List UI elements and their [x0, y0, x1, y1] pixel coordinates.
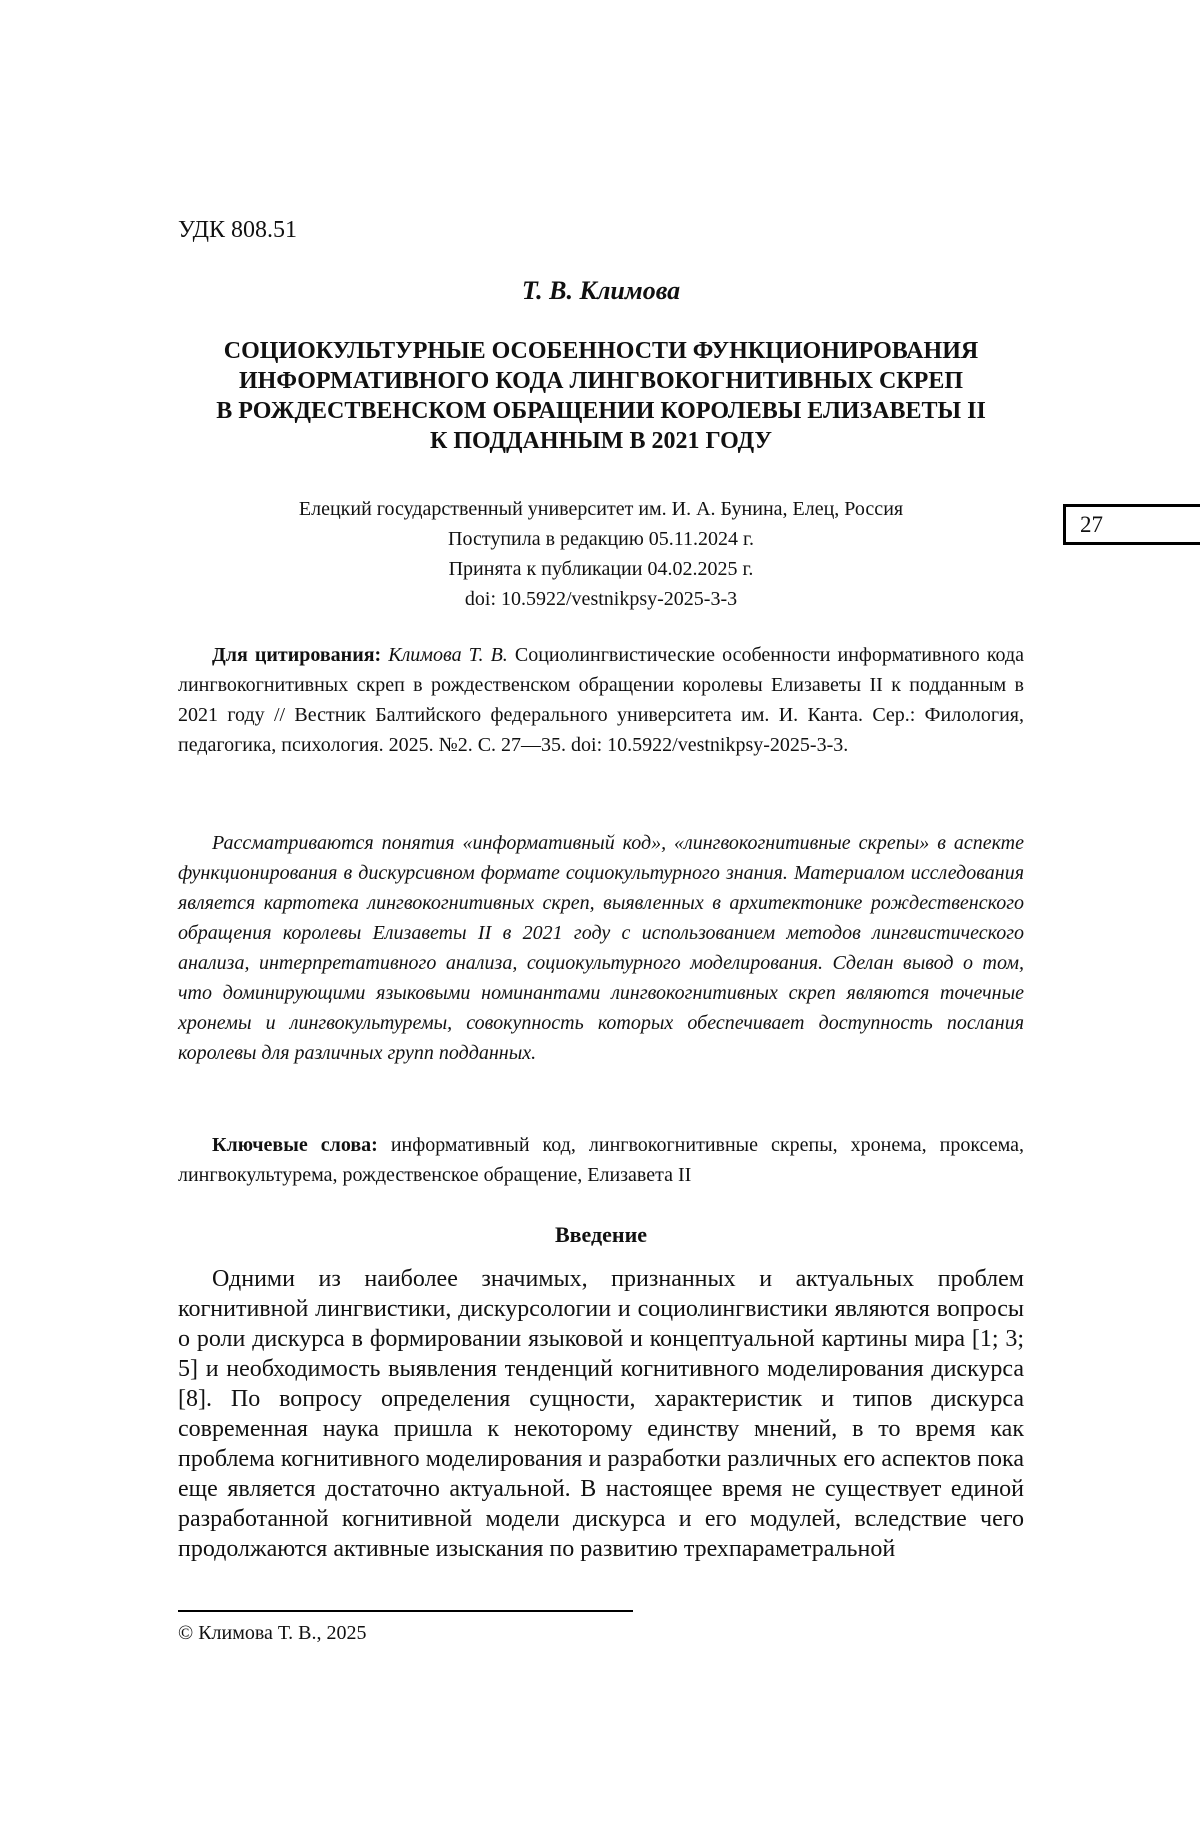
citation-author: Климова Т. В. [388, 644, 508, 666]
body-paragraph: Одними из наиболее значимых, признанных и актуальных проблем когнитивной лингвистики, дискурсологии и социолингвистики являются вопросы о роли дискурса в формировании языковой и концептуальной картины мира [1; 3; 5] и необходимость выявления тенденций когнитивного моделирования дискурса [8]. По вопросу определения сущности, характеристик и типов дискурса современная наука пришла к некоторому единству мнений, в то время как проблема когнитивного моделирования и разработки различных его аспектов пока еще является достаточно актуальной. В настоящее время не существует единой разработанной когнитивной модели дискурса и его модулей, вследствие чего продолжаются активные изыскания по развитию трехпараметральной [178, 1266, 1024, 1562]
received-date: Поступила в редакцию 05.11.2024 г. [448, 528, 754, 550]
doi: doi: 10.5922/vestnikpsy-2025-3-3 [464, 588, 738, 610]
citation-text: Социолингвистические особенности информативного кода лингвокогнитивных скреп в рождественском обращении королевы Елизаветы II к подданным в 2021 году // Вестник Балтийского федерального университета им. И. Канта. Сер.: Филология, педагогика, психология. 2025. №2. С. 27—35. doi: 10.5922/vestnikpsy-2025-3-3. [178, 644, 1024, 756]
title-line: В РОЖДЕСТВЕНСКОМ ОБРАЩЕНИИ КОРОЛЕВЫ ЕЛИЗАВЕТЫ II [216, 398, 986, 424]
copyright-note: © Климова Т. В., 2025 [178, 1622, 367, 1644]
citation-block [178, 640, 1024, 760]
footnote-divider [178, 1610, 633, 1612]
keywords-text: информативный код, лингвокогнитивные скрепы, хронема, проксема, лингвокультурема, рождественское обращение, Елизавета II [178, 1134, 1024, 1186]
section-heading: Введение [554, 1222, 648, 1247]
citation-label: Для цитирования: [212, 644, 382, 666]
article-meta [178, 494, 1024, 614]
author-name: Т. В. Климова [521, 276, 681, 305]
affiliation: Елецкий государственный университет им. И. А. Бунина, Елец, Россия [298, 498, 904, 520]
accepted-date: Принята к публикации 04.02.2025 г. [448, 558, 754, 580]
abstract: Рассматриваются понятия «информативный код», «лингвокогнитивные скрепы» в аспекте функционирования в дискурсивном формате социокультурного знания. Материалом исследования является картотека лингвокогнитивных скреп, выявленных в архитектонике рождественского обращения королевы Елизаветы II в 2021 году с использованием методов лингвистического анализа, интерпретативного анализа, социокультурного моделирования. Сделан вывод о том, что доминирующими языковыми номинантами лингвокогнитивных скреп являются точечные хронемы и лингвокультуремы, совокупность которых обеспечивает доступность послания королевы для различных групп подданных. [178, 832, 1024, 1064]
keywords-block [178, 1130, 1024, 1190]
udk-code: УДК 808.51 [178, 217, 297, 243]
page-number: 27 [1063, 504, 1200, 545]
title-line: ИНФОРМАТИВНОГО КОДА ЛИНГВОКОГНИТИВНЫХ СКРЕП [238, 368, 964, 394]
keywords-label: Ключевые слова: [212, 1134, 378, 1156]
title-line: К ПОДДАННЫМ В 2021 ГОДУ [429, 428, 773, 454]
article-title [178, 336, 1024, 456]
title-line: СОЦИОКУЛЬТУРНЫЕ ОСОБЕННОСТИ ФУНКЦИОНИРОВАНИЯ [223, 338, 979, 364]
